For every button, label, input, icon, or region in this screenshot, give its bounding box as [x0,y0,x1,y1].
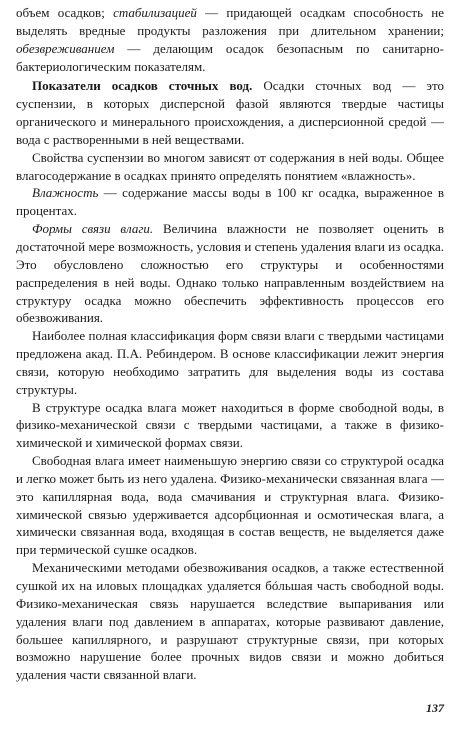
term-disinfection: обезвреживанием [16,40,115,56]
paragraph-rebinder-classification: Наиболее полная классификация форм связи влаги с твердыми частицами предложена акад. П.А. Ребиндером. В основе классификации лежит энергия связи, которую необходимо затратить для выделения воды из состава структуры. [16,328,444,397]
text-segment: объем осадков; [16,5,114,20]
paragraph-moisture-definition [16,184,444,220]
text-segment: Осадки сточных вод — это суспензии, в которых дисперсной фазой являются твердые частицы органического и минерального происхождения, а дисперсионной средой — вода с растворенными в ней веществами. [16,78,444,147]
page-number: 137 [426,701,444,715]
term-moisture: Влажность [32,185,99,201]
text-segment: — содержание массы воды в 100 кг осадка, выраженное в процентах. [16,185,444,219]
paragraph-suspension-properties: Свойства суспензии во многом зависят от содержания в ней воды. Общее влагосодержание в осадках принято определять понятием «влажность». [16,149,444,183]
text-segment: Величина влажности не позволяет оценить в достаточной мере возможность, условия и степень удаления влаги из осадка. Это обусловлено сложностью его структуры и особенностями распределения в ней воды. Однако только направленным воздействием на структуру осадка можно обеспечить эффективность процессов его обезвоживания. [16,221,444,326]
paragraph-mechanical-methods: Механическими методами обезвоживания осадков, а также естественной сушкой их на иловых площадках удаляется бóльшая часть свободной воды. Физико-механическая связь нарушается вследствие выпаривания или удаления влаги под давлением в аппаратах, которые развивают давление, большее капиллярного, и разрушают структурные связи, при которых возможно нарушение более прочных видов связи и можно добиться удаления части связанной влаги. [16,560,444,683]
paragraph-free-moisture: Свободная влага имеет наименьшую энергию связи со структурой осадка и легко может быть из него удалена. Физико-механически связанная влага — это капиллярная вода, вода смачивания и структурная влага. Физико-химической связью удерживается адсорбционная и осмотическая влага, а химически связанная вода, входящая в состав веществ, не выделяется даже при термической сушке осадков. [16,453,444,558]
paragraph-processing-intro [16,4,444,75]
term-stabilization: стабилизацией [113,5,197,20]
paragraph-sludge-indicators [16,77,444,148]
text-segment: — делающим осадок безопасным по санитарно-бактериологическим показателям. [16,40,444,74]
paragraph-moisture-structure: В структуре осадка влага может находиться в форме свободной воды, в физико-механической связи с твердыми частицами, а также в физико-химической и химической формах связи. [16,399,444,451]
page-body [16,4,444,684]
paragraph-moisture-forms [16,220,444,327]
section-heading: Показатели осадков сточных вод. [32,78,253,94]
text-segment: — придающей осадкам способность не выделять вредные продукты разложения при длительном хранении; [16,5,444,38]
term-moisture-forms: Формы связи влаги. [32,221,154,237]
